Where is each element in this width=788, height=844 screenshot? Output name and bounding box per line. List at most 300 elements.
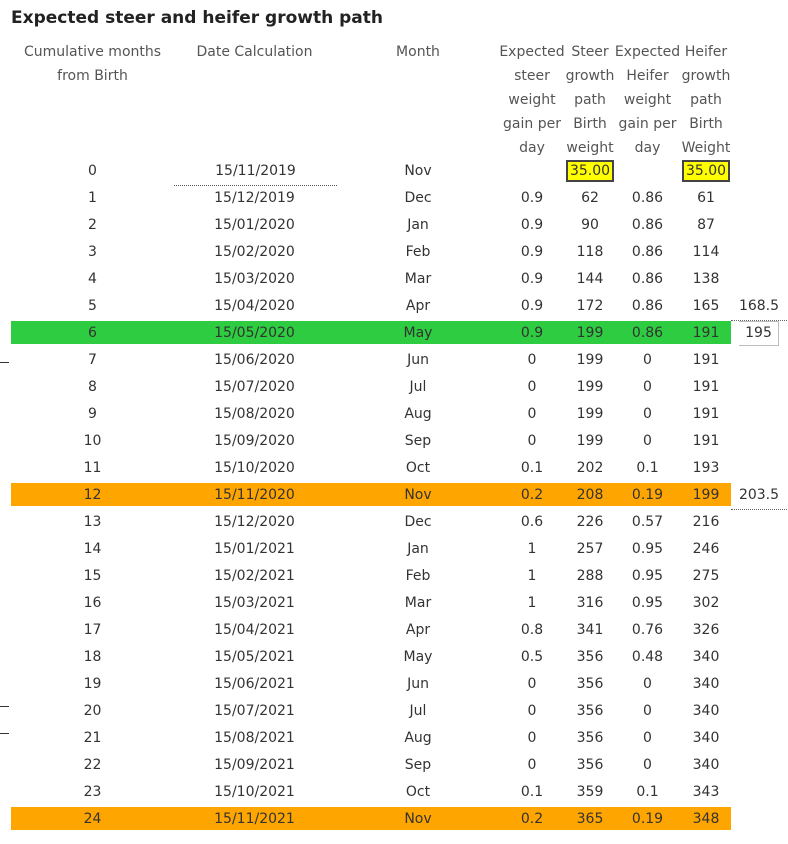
cell-steer-gain-value: 1 [527, 595, 537, 611]
cell-date [172, 266, 337, 293]
cell-heifer-gain-value: 0 [643, 730, 652, 746]
cell-heifer-gain [614, 374, 681, 401]
cell-heifer-gain-value: 0.48 [631, 649, 664, 665]
cell-heifer-path-value: 343 [692, 784, 720, 800]
cell-heifer-gain [614, 428, 681, 455]
cell-steer-gain-value: 0.1 [520, 784, 544, 800]
cell-date-value: 15/07/2020 [214, 379, 295, 395]
cell-steer-gain-value: 0.1 [520, 460, 544, 476]
cell-date [174, 158, 337, 186]
cell-cumulative-months-value: 3 [88, 244, 97, 260]
cell-steer-path-value: 118 [576, 244, 604, 260]
cell-heifer-gain [614, 401, 681, 428]
cell-steer-gain-value: 0.9 [520, 244, 544, 260]
cell-steer-gain [497, 698, 567, 725]
cell-date-value: 15/03/2020 [214, 271, 295, 287]
cell-steer-path [562, 239, 618, 266]
cell-steer-gain [497, 752, 567, 779]
cell-month [358, 158, 478, 185]
cell-heifer-path-value: 302 [692, 595, 720, 611]
cell-date [172, 671, 337, 698]
cell-cumulative-months-value: 20 [83, 703, 102, 719]
cell-date-value: 15/05/2020 [214, 325, 295, 341]
cell-cumulative-months [10, 698, 175, 725]
cell-heifer-path [677, 509, 735, 536]
cell-steer-gain-value: 0 [527, 676, 537, 692]
cell-heifer-gain-value: 0.1 [636, 784, 659, 800]
cell-cumulative-months-value: 11 [83, 460, 102, 476]
cell-heifer-gain [614, 563, 681, 590]
cell-month [358, 671, 478, 698]
cell-month [358, 347, 478, 374]
cell-heifer-path-value: 193 [692, 460, 720, 476]
cell-month [358, 698, 478, 725]
header-heifer-path: Heifer growth path Birth Weight [681, 44, 731, 156]
cell-steer-gain [497, 563, 567, 590]
cell-heifer-path-value: 114 [692, 244, 720, 260]
cell-heifer-gain [614, 482, 681, 509]
cell-month [358, 752, 478, 779]
cell-month-value: Aug [404, 730, 432, 746]
cell-steer-gain-value: 1 [527, 568, 537, 584]
cell-steer-gain [497, 212, 567, 239]
cell-month-value: May [403, 649, 433, 665]
cell-cumulative-months-value: 15 [83, 568, 102, 584]
cell-date [172, 455, 337, 482]
cell-month-value: Dec [404, 190, 432, 206]
cell-date-value: 15/01/2021 [214, 541, 295, 557]
cell-steer-gain [497, 374, 567, 401]
table-row [0, 320, 788, 347]
cell-heifer-path [677, 536, 735, 563]
cell-heifer-gain [614, 725, 681, 752]
table-row [0, 185, 788, 212]
cell-month-value: Mar [404, 595, 432, 611]
cell-date-value: 15/06/2020 [214, 352, 295, 368]
row-marker [0, 733, 9, 734]
cell-steer-path [562, 590, 618, 617]
cell-steer-path [562, 374, 618, 401]
cell-date [172, 212, 337, 239]
cell-heifer-path [677, 482, 735, 509]
cell-heifer-path [677, 266, 735, 293]
cell-heifer-path [677, 158, 735, 185]
cell-cumulative-months-value: 5 [88, 298, 97, 314]
cell-steer-path-value: 257 [576, 541, 604, 557]
cell-heifer-gain-value: 0.95 [631, 595, 664, 611]
annotation-value: 195 [739, 321, 779, 346]
cell-steer-path-value: 226 [576, 514, 604, 530]
cell-cumulative-months [10, 374, 175, 401]
cell-cumulative-months [10, 293, 175, 320]
cell-month [358, 455, 478, 482]
cell-date-value: 15/09/2020 [214, 433, 295, 449]
table-row [0, 644, 788, 671]
cell-date [172, 617, 337, 644]
cell-annotation [731, 320, 787, 347]
cell-date [172, 482, 337, 509]
cell-cumulative-months [10, 806, 175, 833]
table-row [0, 428, 788, 455]
cell-heifer-gain-value: 0 [643, 433, 652, 449]
cell-heifer-path-value: 348 [692, 811, 720, 827]
cell-heifer-path-value: 191 [692, 325, 720, 341]
table-row [0, 698, 788, 725]
cell-date [172, 698, 337, 725]
cell-month [358, 590, 478, 617]
cell-steer-path [562, 158, 618, 185]
cell-month [358, 320, 478, 347]
cell-date-value: 15/09/2021 [214, 757, 295, 773]
cell-cumulative-months [10, 752, 175, 779]
header-cumulative-months: Cumulative months from Birth [23, 44, 162, 84]
cell-steer-path [562, 401, 618, 428]
cell-cumulative-months-value: 22 [83, 757, 102, 773]
cell-heifer-gain [614, 158, 681, 185]
cell-month-value: Mar [404, 271, 432, 287]
cell-steer-path [562, 563, 618, 590]
cell-cumulative-months-value: 18 [83, 649, 102, 665]
cell-steer-gain-value: 0 [527, 433, 537, 449]
cell-heifer-gain-value: 0.1 [636, 460, 659, 476]
cell-heifer-path [677, 617, 735, 644]
cell-date-value: 15/10/2021 [214, 784, 295, 800]
cell-heifer-gain-value: 0 [643, 406, 652, 422]
cell-month-value: Nov [404, 487, 432, 503]
cell-heifer-path-value: 199 [692, 487, 720, 503]
cell-month [358, 779, 478, 806]
cell-heifer-gain [614, 644, 681, 671]
page-title: Expected steer and heifer growth path [11, 8, 384, 28]
cell-steer-gain-value: 0.6 [520, 514, 544, 530]
cell-date-value: 15/03/2021 [214, 595, 295, 611]
cell-month [358, 212, 478, 239]
cell-steer-path [562, 671, 618, 698]
cell-cumulative-months [10, 428, 175, 455]
cell-heifer-gain [614, 212, 681, 239]
cell-steer-gain [497, 644, 567, 671]
cell-steer-gain-value: 0.2 [520, 487, 544, 503]
cell-cumulative-months [10, 617, 175, 644]
cell-cumulative-months [10, 320, 175, 347]
cell-heifer-gain [614, 347, 681, 374]
cell-steer-path [562, 752, 618, 779]
cell-date-value: 15/02/2020 [214, 244, 295, 260]
cell-cumulative-months [10, 455, 175, 482]
cell-steer-path-value: 202 [576, 460, 604, 476]
cell-heifer-gain [614, 698, 681, 725]
row-marker [0, 706, 9, 707]
cell-heifer-path [677, 212, 735, 239]
cell-date [172, 374, 337, 401]
cell-month [358, 617, 478, 644]
cell-date-value: 15/10/2020 [214, 460, 295, 476]
cell-heifer-gain [614, 185, 681, 212]
cell-heifer-gain-value: 0.57 [631, 514, 664, 530]
cell-date-value: 15/08/2020 [214, 406, 295, 422]
cell-heifer-path [677, 239, 735, 266]
cell-steer-path-value: 144 [576, 271, 604, 287]
cell-steer-path [562, 320, 618, 347]
cell-steer-gain-value: 1 [527, 541, 537, 557]
cell-steer-path [562, 536, 618, 563]
cell-cumulative-months-value: 2 [88, 217, 97, 233]
cell-month-value: Nov [404, 811, 432, 827]
cell-steer-path-value: 288 [576, 568, 604, 584]
table-row [0, 455, 788, 482]
header-steer-gain: Expected steer weight gain per day [499, 44, 565, 156]
cell-cumulative-months [10, 644, 175, 671]
cell-date [172, 590, 337, 617]
table-row [0, 563, 788, 590]
header-heifer-gain: Expected Heifer weight gain per day [614, 44, 681, 156]
cell-cumulative-months-value: 10 [83, 433, 102, 449]
cell-heifer-path-value: 340 [692, 703, 720, 719]
cell-heifer-gain-value: 0.86 [631, 217, 664, 233]
cell-steer-path-value: 356 [576, 649, 604, 665]
cell-steer-gain [497, 401, 567, 428]
cell-heifer-path [677, 428, 735, 455]
cell-annotation [731, 482, 787, 510]
cell-heifer-path [677, 644, 735, 671]
cell-cumulative-months-value: 12 [83, 487, 102, 503]
cell-heifer-path-value: 191 [692, 379, 720, 395]
cell-heifer-path-value: 275 [692, 568, 720, 584]
cell-date [172, 185, 337, 212]
cell-steer-gain-value: 0 [527, 379, 537, 395]
cell-steer-path [562, 698, 618, 725]
cell-steer-gain [497, 509, 567, 536]
cell-date-value: 15/12/2019 [214, 190, 295, 206]
cell-steer-gain [497, 779, 567, 806]
cell-date [172, 320, 337, 347]
table-row [0, 671, 788, 698]
cell-cumulative-months [10, 509, 175, 536]
cell-date [172, 563, 337, 590]
cell-date-value: 15/08/2021 [214, 730, 295, 746]
cell-steer-path [562, 266, 618, 293]
cell-date [172, 725, 337, 752]
cell-steer-path-value: 356 [576, 757, 604, 773]
cell-cumulative-months [10, 266, 175, 293]
cell-month [358, 185, 478, 212]
cell-steer-gain-value: 0 [527, 730, 537, 746]
cell-heifer-gain-value: 0.86 [631, 244, 664, 260]
cell-steer-path [562, 806, 618, 833]
cell-steer-path [562, 428, 618, 455]
table-row [0, 374, 788, 401]
cell-heifer-gain-value: 0.19 [631, 487, 664, 503]
cell-steer-path-value: 208 [576, 487, 604, 503]
cell-steer-gain-value: 0 [527, 757, 537, 773]
cell-heifer-gain [614, 779, 681, 806]
cell-heifer-gain [614, 509, 681, 536]
cell-date [172, 779, 337, 806]
cell-heifer-gain-value: 0.86 [631, 325, 664, 341]
cell-heifer-gain [614, 455, 681, 482]
cell-month-value: Feb [405, 568, 431, 584]
cell-steer-gain-value: 0 [527, 406, 537, 422]
cell-cumulative-months-value: 0 [88, 163, 97, 179]
table-row [0, 239, 788, 266]
cell-heifer-path [677, 374, 735, 401]
cell-heifer-path-value: 191 [692, 433, 720, 449]
cell-date [172, 428, 337, 455]
cell-month [358, 563, 478, 590]
cell-month-value: Dec [404, 514, 432, 530]
cell-steer-path-value: 316 [576, 595, 604, 611]
cell-cumulative-months-value: 7 [88, 352, 97, 368]
cell-month [358, 644, 478, 671]
cell-cumulative-months [10, 185, 175, 212]
cell-steer-path [562, 455, 618, 482]
cell-heifer-gain [614, 320, 681, 347]
cell-cumulative-months-value: 17 [83, 622, 102, 638]
cell-steer-path-value: 359 [576, 784, 604, 800]
cell-heifer-gain-value: 0.86 [631, 190, 664, 206]
cell-heifer-path-value: 165 [692, 298, 720, 314]
table-row [0, 266, 788, 293]
cell-steer-path-value: 199 [576, 406, 604, 422]
cell-cumulative-months [10, 671, 175, 698]
cell-heifer-path [677, 590, 735, 617]
cell-date [172, 509, 337, 536]
cell-steer-path-value: 356 [576, 676, 604, 692]
cell-heifer-gain-value: 0.86 [631, 298, 664, 314]
cell-cumulative-months [10, 212, 175, 239]
cell-heifer-gain-value: 0 [643, 676, 652, 692]
cell-date-value: 15/11/2019 [215, 163, 296, 179]
cell-steer-path [562, 293, 618, 320]
cell-date [172, 536, 337, 563]
cell-heifer-path [677, 320, 735, 347]
cell-date-value: 15/11/2020 [214, 487, 295, 503]
cell-date-value: 15/05/2021 [214, 649, 295, 665]
cell-heifer-path-value: 138 [692, 271, 720, 287]
cell-heifer-gain-value: 0.95 [631, 568, 664, 584]
cell-steer-gain [497, 725, 567, 752]
cell-date-value: 15/02/2021 [214, 568, 295, 584]
cell-heifer-path [677, 698, 735, 725]
cell-month-value: Oct [405, 460, 431, 476]
cell-heifer-path-value: 340 [692, 676, 720, 692]
cell-month-value: Aug [404, 406, 432, 422]
cell-cumulative-months-value: 19 [83, 676, 102, 692]
header-month: Month [396, 44, 440, 60]
cell-month-value: Jan [407, 541, 429, 557]
cell-steer-gain [497, 536, 567, 563]
cell-cumulative-months-value: 1 [88, 190, 97, 206]
cell-heifer-path [677, 401, 735, 428]
cell-steer-path-value: 199 [576, 352, 604, 368]
cell-date [172, 644, 337, 671]
cell-cumulative-months [10, 725, 175, 752]
cell-month-value: Jul [409, 703, 427, 719]
cell-cumulative-months-value: 4 [88, 271, 97, 287]
table-row [0, 509, 788, 536]
cell-heifer-path-value: 340 [692, 730, 720, 746]
cell-month [358, 482, 478, 509]
cell-heifer-gain-value: 0.76 [631, 622, 664, 638]
cell-cumulative-months-value: 9 [88, 406, 97, 422]
growth-table [0, 158, 788, 833]
cell-steer-path-value: 199 [576, 325, 604, 341]
cell-steer-path [562, 509, 618, 536]
cell-month-value: May [403, 325, 433, 341]
cell-cumulative-months-value: 6 [88, 325, 97, 341]
table-row [0, 806, 788, 833]
cell-cumulative-months-value: 24 [83, 811, 102, 827]
cell-steer-gain [497, 239, 567, 266]
cell-date [172, 239, 337, 266]
cell-month [358, 428, 478, 455]
row-marker [0, 362, 9, 363]
cell-steer-path-value: 90 [581, 217, 599, 233]
table-row [0, 212, 788, 239]
cell-steer-path-value: 341 [576, 622, 604, 638]
cell-heifer-path [677, 455, 735, 482]
cell-heifer-path [677, 563, 735, 590]
cell-cumulative-months-value: 13 [83, 514, 102, 530]
cell-month-value: Sep [404, 433, 432, 449]
cell-cumulative-months-value: 21 [83, 730, 102, 746]
cell-cumulative-months-value: 8 [88, 379, 97, 395]
cell-steer-path [562, 644, 618, 671]
cell-heifer-gain-value: 0 [643, 757, 652, 773]
cell-steer-path [562, 347, 618, 374]
cell-steer-gain-value: 0 [527, 352, 537, 368]
cell-cumulative-months [10, 563, 175, 590]
cell-month-value: Apr [405, 622, 431, 638]
cell-steer-path-value: 35.00 [566, 160, 614, 182]
cell-heifer-path-value: 340 [692, 757, 720, 773]
cell-steer-gain [497, 428, 567, 455]
cell-heifer-path [677, 347, 735, 374]
cell-steer-gain-value: 0.9 [520, 217, 544, 233]
cell-month-value: Jul [409, 379, 427, 395]
cell-month-value: Jun [407, 352, 429, 368]
cell-cumulative-months [10, 347, 175, 374]
cell-heifer-path-value: 191 [692, 352, 720, 368]
cell-heifer-path-value: 87 [697, 217, 715, 233]
cell-heifer-gain [614, 590, 681, 617]
cell-month [358, 725, 478, 752]
cell-cumulative-months-value: 23 [83, 784, 102, 800]
cell-steer-gain [497, 482, 567, 509]
table-row [0, 725, 788, 752]
cell-cumulative-months [10, 401, 175, 428]
cell-steer-gain-value: 0.9 [520, 271, 544, 287]
cell-cumulative-months [10, 590, 175, 617]
table-row [0, 482, 788, 509]
cell-steer-gain [497, 671, 567, 698]
cell-heifer-path [677, 752, 735, 779]
cell-steer-gain [497, 158, 567, 185]
cell-heifer-path-value: 35.00 [682, 160, 730, 182]
cell-steer-gain [497, 185, 567, 212]
cell-steer-path-value: 356 [576, 703, 604, 719]
cell-steer-gain [497, 266, 567, 293]
cell-heifer-path [677, 185, 735, 212]
cell-heifer-gain-value: 0 [643, 352, 652, 368]
cell-steer-gain [497, 347, 567, 374]
cell-date-value: 15/06/2021 [214, 676, 295, 692]
cell-month-value: Jan [407, 217, 429, 233]
cell-heifer-gain-value: 0.19 [631, 811, 664, 827]
table-row [0, 293, 788, 320]
cell-steer-path-value: 365 [576, 811, 604, 827]
cell-date [172, 752, 337, 779]
